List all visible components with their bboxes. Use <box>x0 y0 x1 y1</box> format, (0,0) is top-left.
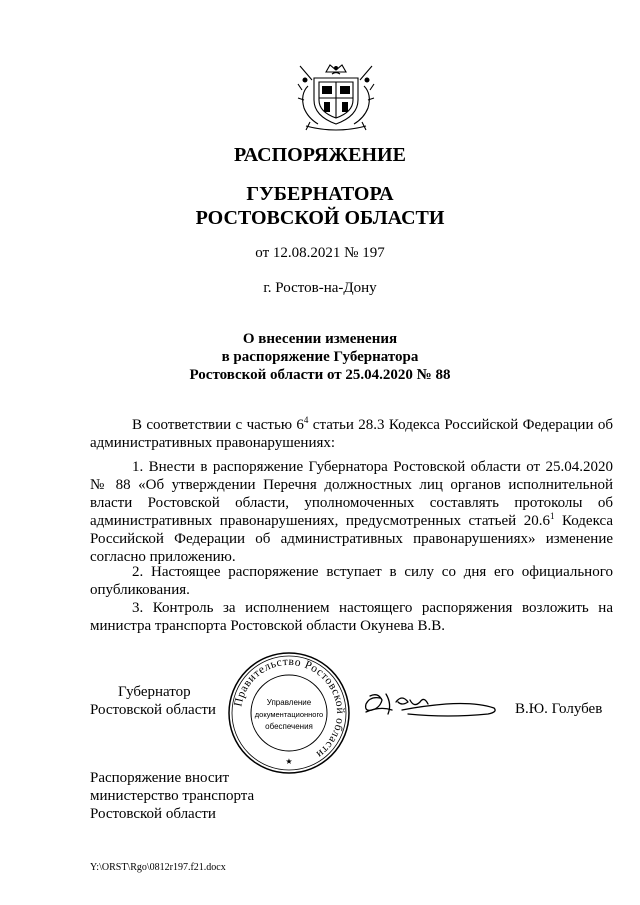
issuer-line-1: ГУБЕРНАТОРА <box>246 183 394 205</box>
item-1-text: 1. Внести в распоряжение Губернатора Ростовской области от 25.04.2020 № 88 «Об утверждении Перечня должностных лиц органов исполнительной власти Ростовской области, уполномоченных составлять протоколы об административных правонарушениях, предусмотренных статьей 20.6 <box>90 459 613 529</box>
submitter-line-2: министерство транспорта <box>90 788 255 804</box>
issuer-line-2: РОСТОВСКОЙ ОБЛАСТИ <box>195 207 445 229</box>
stamp-inner-line-2: документационного <box>254 710 324 719</box>
preamble-superscript: 4 <box>303 415 309 425</box>
preamble-text-cont: статьи 28.3 Кодекса Российской Федерации об административных правонарушениях: <box>90 417 613 451</box>
signatory-role <box>90 683 230 719</box>
preamble-paragraph <box>90 416 613 452</box>
subject-line-1: О внесении изменения <box>242 331 398 347</box>
item-1-superscript: 1 <box>549 511 555 521</box>
date-number: от 12.08.2021 № 197 <box>255 245 385 261</box>
stamp-inner-line-3: обеспечения <box>265 722 313 731</box>
signatory-role-line-1: Губернатор <box>118 684 191 700</box>
item-3-paragraph: 3. Контроль за исполнением настоящего распоряжения возложить на министра транспорта Ростовской области Окунева В.В. <box>90 600 613 634</box>
submitter-block <box>90 769 254 823</box>
subject <box>0 330 640 384</box>
signatory-name: В.Ю. Голубев <box>515 701 603 717</box>
submitter-line-3: Ростовской области <box>90 806 216 822</box>
city: г. Ростов-на-Дону <box>263 280 377 296</box>
stamp-star-icon: ★ <box>285 757 293 766</box>
signatory-role-line-2: Ростовской области <box>90 702 216 718</box>
subject-line-2: в распоряжение Губернатора <box>221 349 419 365</box>
submitter-line-1: Распоряжение вносит <box>90 770 230 786</box>
subject-line-3: Ростовской области от 25.04.2020 № 88 <box>189 367 451 383</box>
issuer-title <box>0 182 640 230</box>
footer-file-path: Y:\ORST\Rgo\0812r197.f21.docx <box>90 862 226 873</box>
item-1-text-cont: Кодекса Российской Федерации об административных правонарушениях» изменение согласно приложению. <box>90 513 613 565</box>
item-2-paragraph: 2. Настоящее распоряжение вступает в силу со дня его официального опубликования. <box>90 564 613 598</box>
item-1-paragraph <box>90 458 613 566</box>
document-type: РАСПОРЯЖЕНИЕ <box>234 144 406 166</box>
coat-of-arms-icon <box>292 60 380 136</box>
handwritten-signature <box>356 680 506 730</box>
stamp-ring-text: Правительство Ростовской области <box>232 655 347 761</box>
stamp-inner-line-1: Управление <box>266 698 312 707</box>
official-stamp <box>226 650 352 776</box>
preamble-text: В соответствии с частью 6 <box>132 417 304 433</box>
